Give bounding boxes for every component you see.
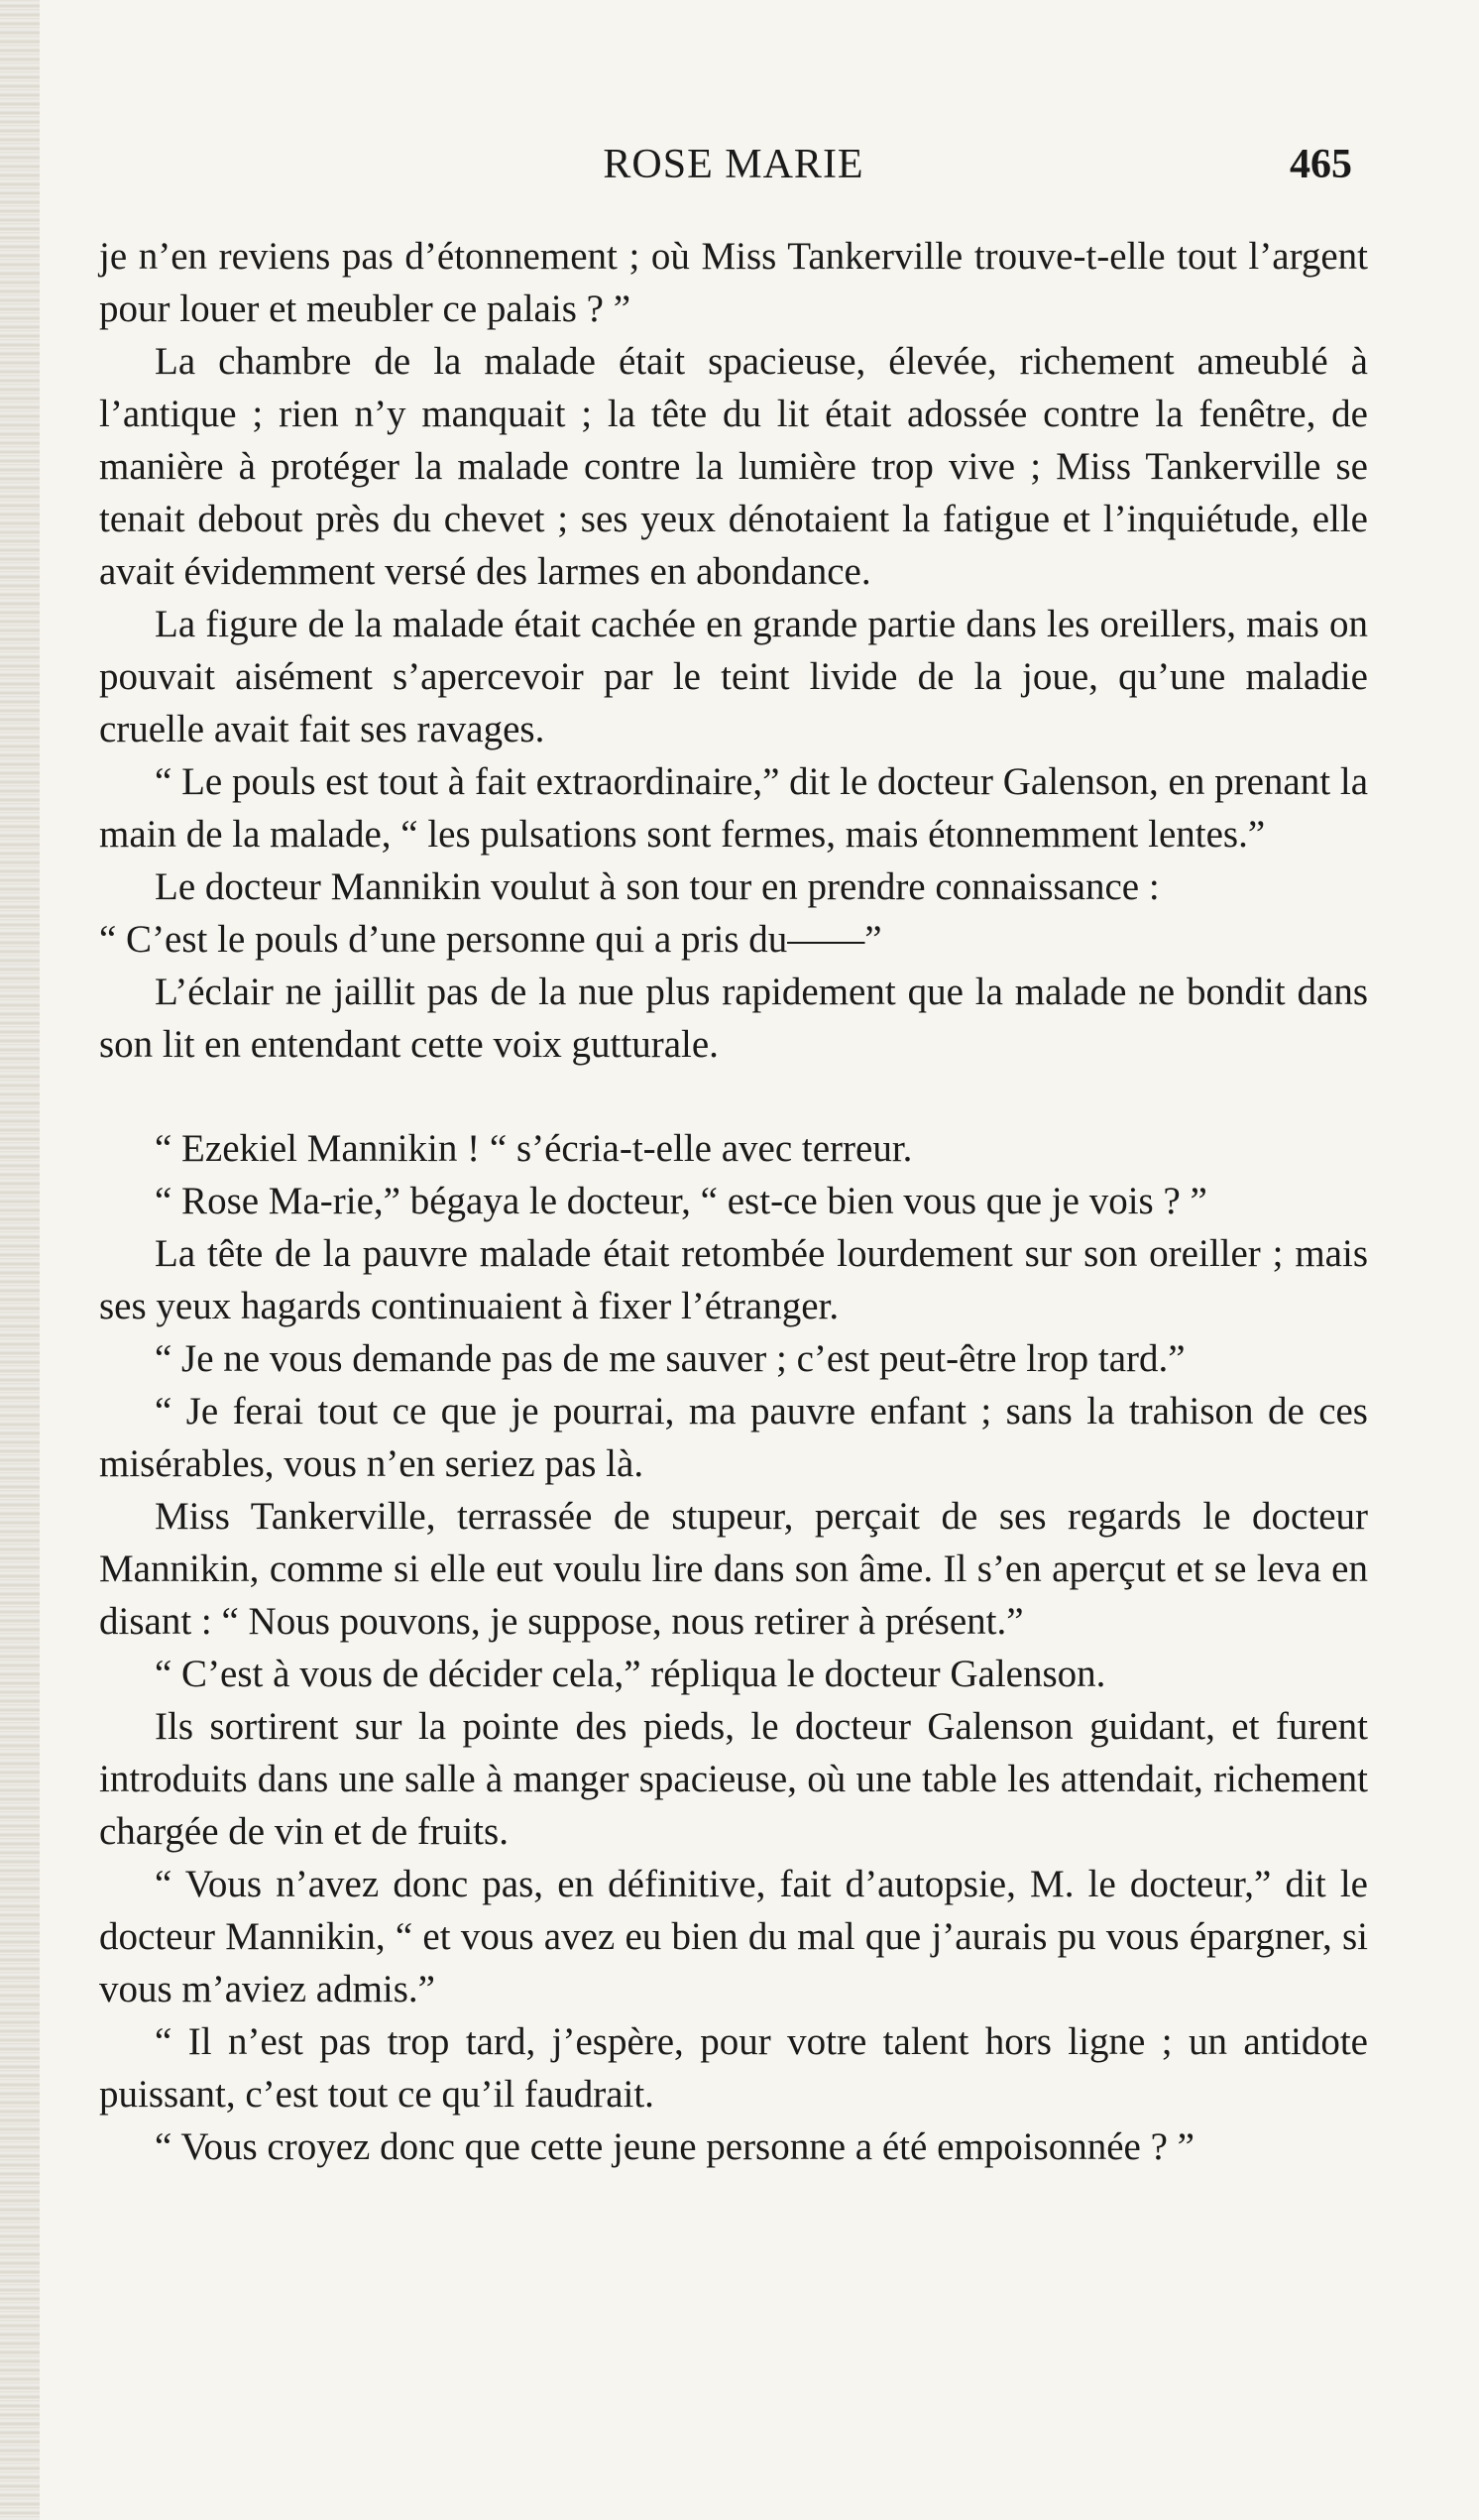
page-edge-scan-artifact	[0, 0, 40, 2520]
paragraph: “ Vous croyez donc que cette jeune personne a été empoisonnée ? ”	[155, 2125, 1195, 2168]
page-number: 465	[1290, 142, 1352, 187]
paragraph: Ils sortirent sur la pointe des pieds, le docteur Galenson guidant, et furent introduits dans une salle à manger spacieuse, où une table les attendait, richement chargée de vin et de fruits.	[99, 1705, 1368, 1853]
paragraph: La figure de la malade était cachée en grande partie dans les oreillers, mais on pouvait aisément s’apercevoir par le teint livide de la joue, qu’une maladie cruelle avait fait ses ravages.	[99, 603, 1368, 750]
paragraph: L’éclair ne jaillit pas de la nue plus rapidement que la malade ne bondit dans son lit en entendant cette voix gutturale.	[99, 971, 1368, 1066]
paragraph: La tête de la pauvre malade était retombée lourdement sur son oreiller ; mais ses yeux hagards continuaient à fixer l’étranger.	[99, 1232, 1368, 1327]
paragraph: La chambre de la malade était spacieuse, élevée, richement ameublé à l’antique ; rien n’y manquait ; la tête du lit était adossée contre la fenêtre, de manière à protéger la malade contre la lumière trop vive ; Miss Tankerville se tenait debout près du chevet ; ses yeux dénotaient la fatigue et l’inquiétude, elle avait évidemment versé des larmes en abondance.	[99, 340, 1368, 593]
paragraph: Miss Tankerville, terrassée de stupeur, perçait de ses regards le docteur Mannikin, comme si elle eut voulu lire dans son âme. Il s’en aperçut et se leva en disant : “ Nous pouvons, je suppose, nous retirer à présent.”	[99, 1495, 1368, 1643]
page-body	[99, 230, 1368, 2173]
page-header	[99, 141, 1368, 200]
paragraph: “ Ezekiel Mannikin ! “ s’écria-t-elle avec terreur.	[155, 1127, 913, 1170]
paragraph: “ Il n’est pas trop tard, j’espère, pour votre talent hors ligne ; un antidote puissant, c’est tout ce qu’il faudrait.	[99, 2020, 1368, 2116]
section-gap	[99, 1071, 1368, 1122]
paragraph: “ C’est le pouls d’une personne qui a pris du——”	[99, 918, 882, 961]
paragraph: “ Je ferai tout ce que je pourrai, ma pauvre enfant ; sans la trahison de ces misérables, vous n’en seriez pas là.	[99, 1390, 1368, 1485]
paragraph: Le docteur Mannikin voulut à son tour en prendre connaissance :	[155, 865, 1160, 908]
paragraph: “ Le pouls est tout à fait extraordinaire,” dit le docteur Galenson, en prenant la main de la malade, “ les pulsations sont fermes, mais étonnemment lentes.”	[99, 760, 1368, 856]
paragraph: “ Vous n’avez donc pas, en définitive, fait d’autopsie, M. le docteur,” dit le docteur Mannikin, “ et vous avez eu bien du mal que j’aurais pu vous épargner, si vous m’aviez admis.”	[99, 1863, 1368, 2010]
paragraph: “ C’est à vous de décider cela,” répliqua le docteur Galenson.	[155, 1653, 1106, 1695]
paragraph: “ Je ne vous demande pas de me sauver ; c’est peut-être lrop tard.”	[155, 1337, 1186, 1380]
paragraph: “ Rose Ma-rie,” bégaya le docteur, “ est-ce bien vous que je vois ? ”	[155, 1180, 1207, 1222]
running-title: ROSE MARIE	[603, 142, 864, 187]
paragraph: je n’en reviens pas d’étonnement ; où Miss Tankerville trouve-t-elle tout l’argent pour louer et meubler ce palais ? ”	[99, 235, 1368, 330]
